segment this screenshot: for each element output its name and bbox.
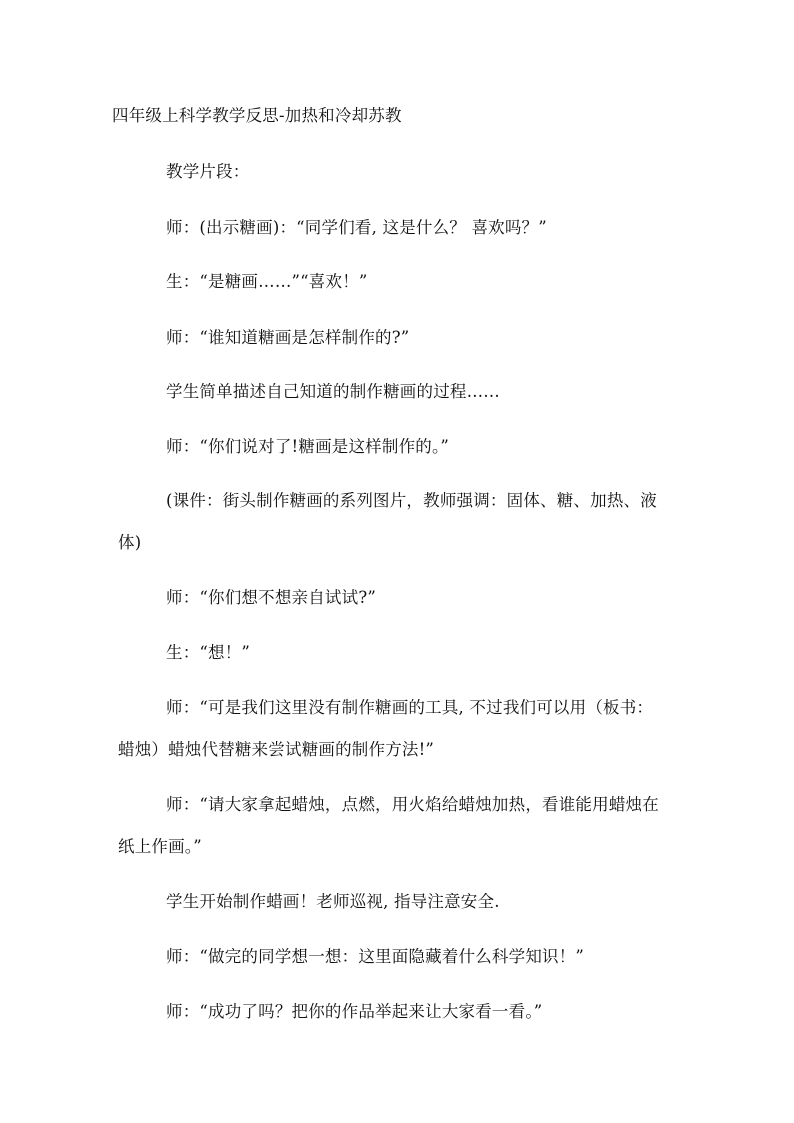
paragraph-line: 师：(出示糖画)：“同学们看, 这是什么？ 喜欢吗？” — [166, 218, 547, 237]
paragraph-line: 蜡烛）蜡烛代替糖来尝试糖画的制作方法!” — [118, 740, 435, 759]
paragraph-line: 体) — [118, 533, 142, 552]
paragraph-line: 师：“做完的同学想一想：这里面隐藏着什么科学知识！” — [166, 947, 585, 966]
paragraph-line: 生：“想！” — [166, 643, 251, 662]
paragraph-line: 纸上作画。” — [118, 837, 202, 856]
paragraph-line: 师：“谁知道糖画是怎样制作的?” — [166, 328, 410, 347]
paragraph-line: 师：“可是我们这里没有制作糖画的工具, 不过我们可以用（板书： — [166, 698, 654, 717]
paragraph-line: 生：“是糖画……”“喜欢！” — [166, 272, 368, 291]
paragraph-line: (课件：街头制作糖画的系列图片，教师强调：固体、糖、加热、液 — [166, 491, 657, 510]
paragraph-line: 学生简单描述自己知道的制作糖画的过程…… — [166, 382, 500, 401]
paragraph-line: 师：“你们想不想亲自试试?” — [166, 588, 377, 607]
document-title: 四年级上科学教学反思-加热和冷却苏教 — [112, 106, 402, 125]
paragraph-line: 学生开始制作蜡画！老师巡视, 指导注意安全. — [166, 892, 500, 911]
paragraph-line: 师：“请大家拿起蜡烛，点燃，用火焰给蜡烛加热，看谁能用蜡烛在 — [166, 795, 659, 814]
paragraph-line: 师：“你们说对了!糖画是这样制作的。” — [166, 437, 450, 456]
paragraph-line: 师：“成功了吗？把你的作品举起来让大家看一看。” — [166, 1002, 543, 1021]
paragraph-line: 教学片段： — [166, 162, 250, 181]
